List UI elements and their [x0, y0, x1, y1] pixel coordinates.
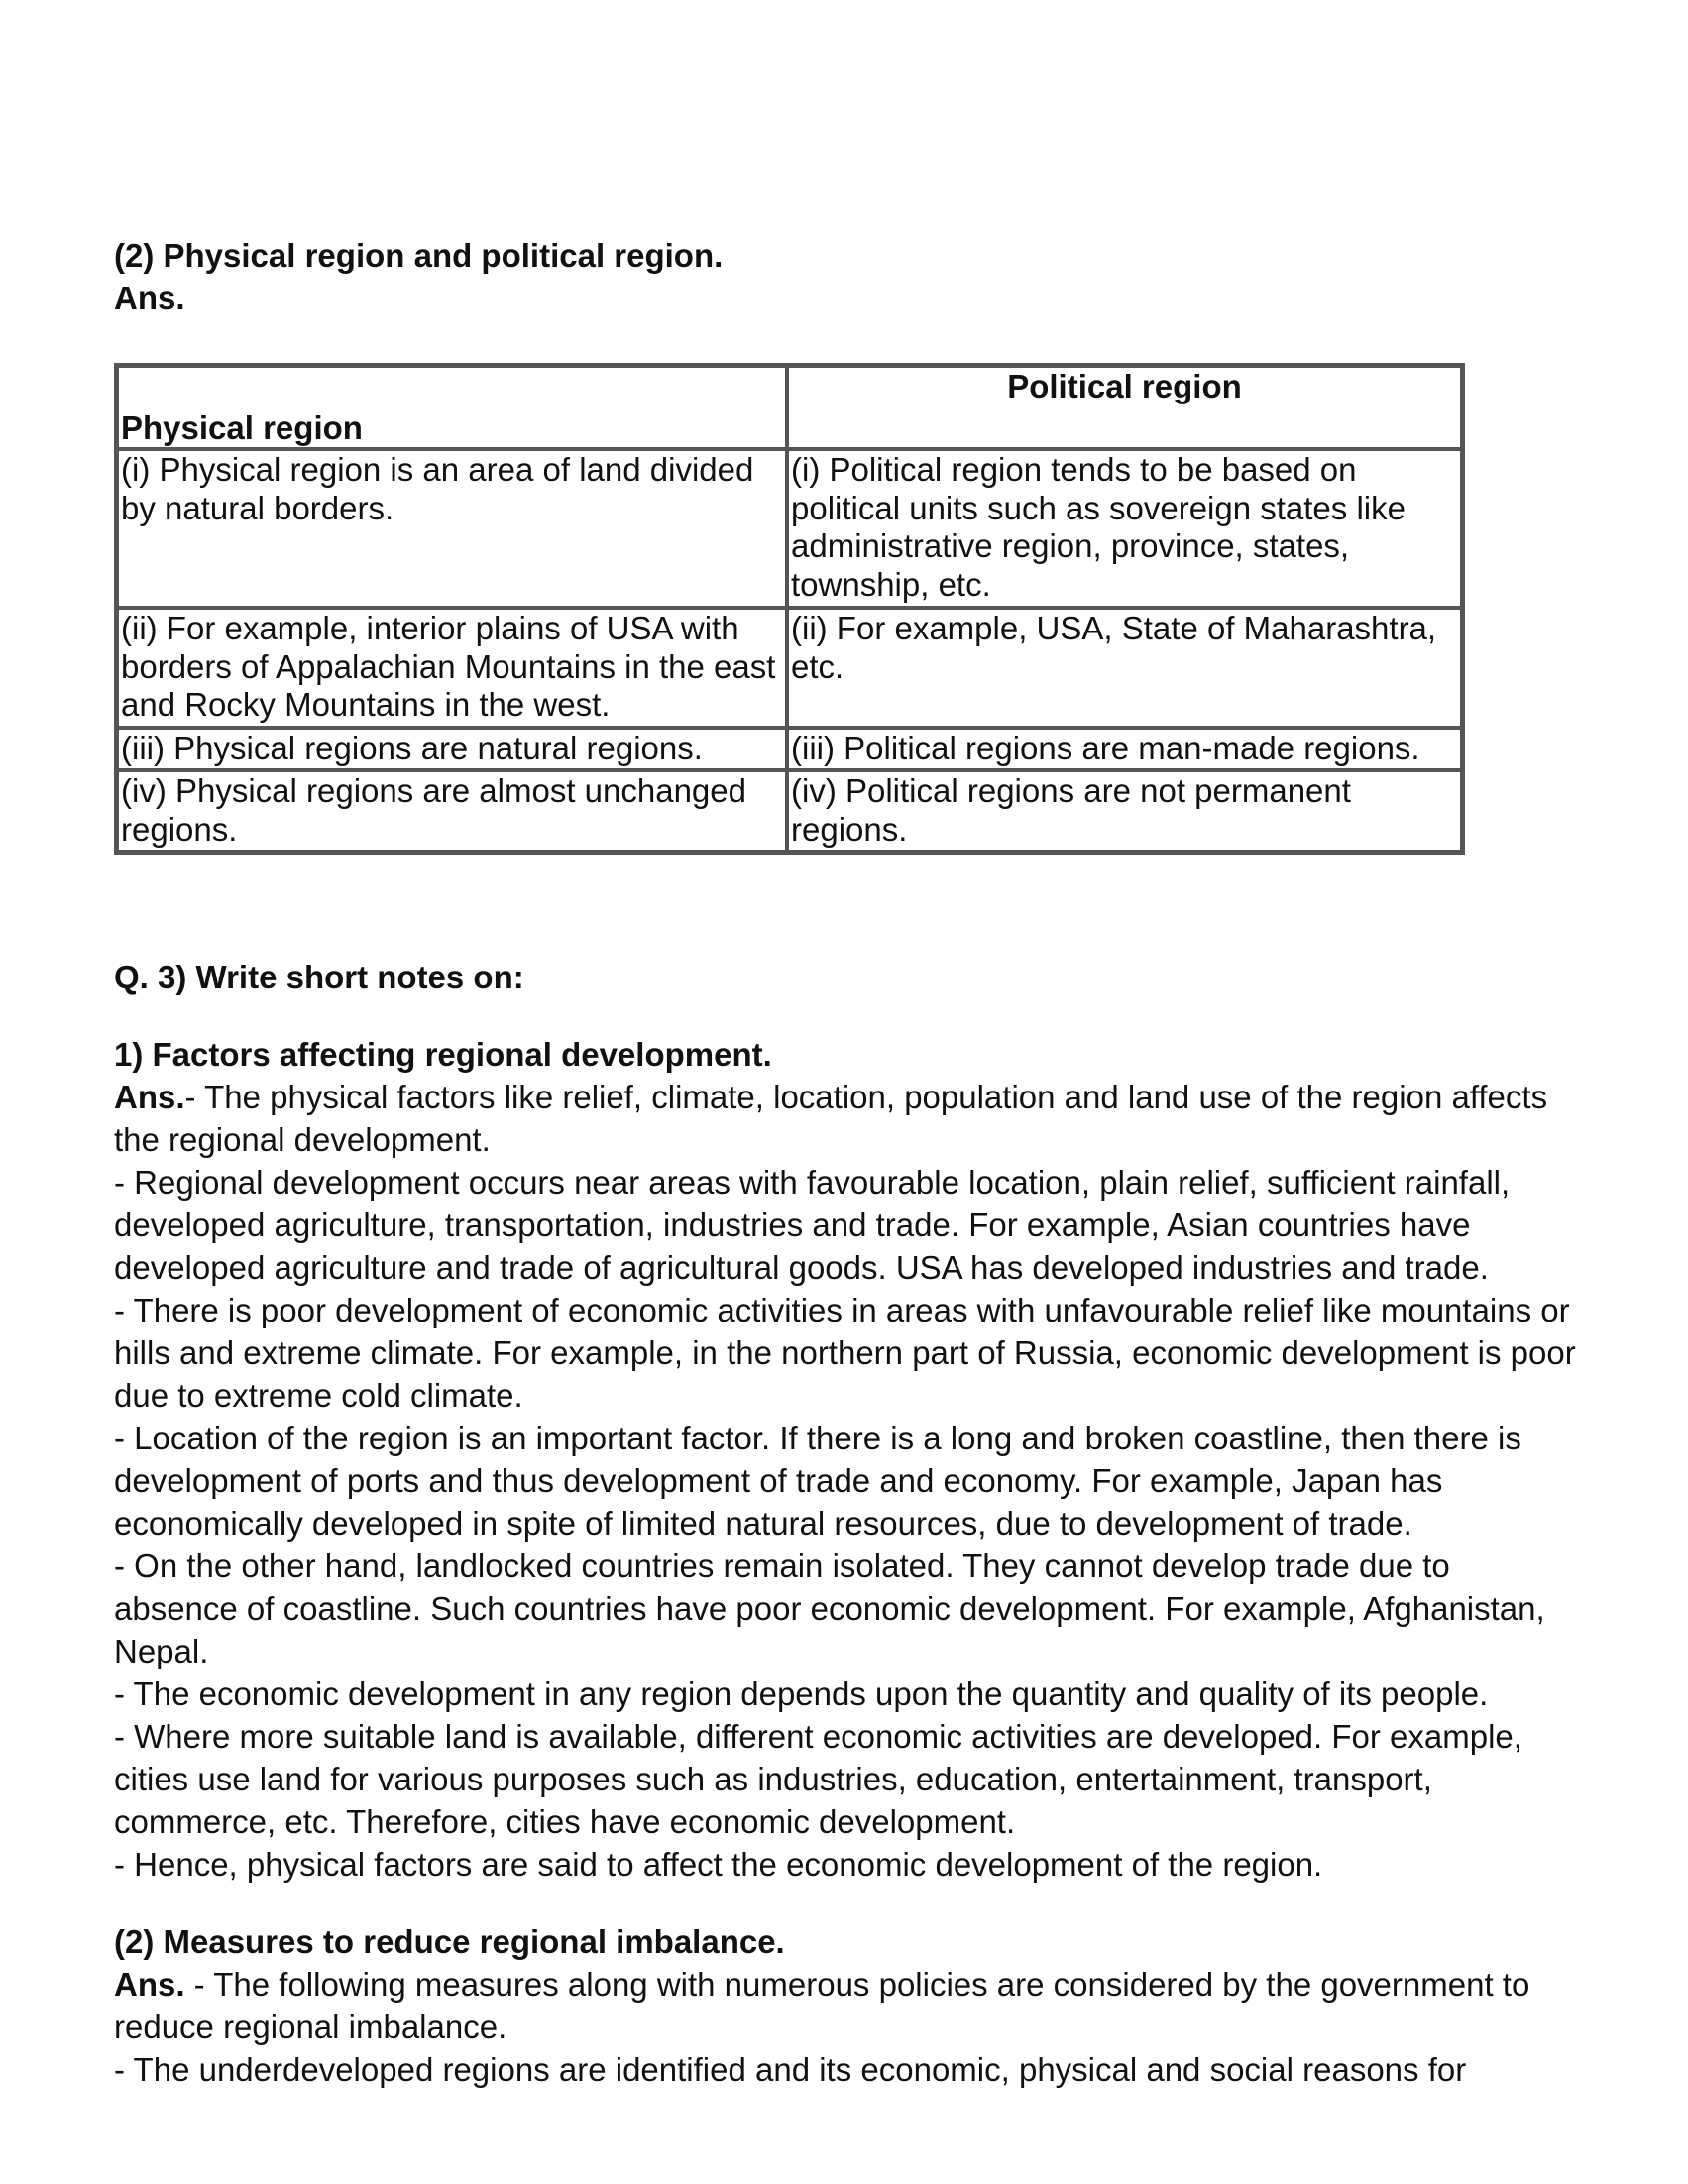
header-political-region: Political region: [787, 366, 1462, 449]
list-item: - On the other hand, landlocked countries remain isolated. They cannot develop trade due to absence of coastline. Such countries have poor economic development. For example, Afghanistan, Nepal.: [114, 1548, 1545, 1669]
answer-label: Ans.: [114, 280, 185, 316]
table-row: [117, 608, 1462, 728]
comparison-table: [114, 363, 1465, 855]
table-cell: (i) Political region tends to be based on political units such as sovereign states like administrative region, province, states, township, etc.: [787, 449, 1462, 608]
answer-label: Ans.: [114, 1079, 185, 1115]
answer-text: - The physical factors like relief, climate, location, population and land use of the region affects the regional development.: [114, 1079, 1548, 1158]
answer-label: Ans.: [114, 1966, 185, 2003]
header-physical-region: Physical region: [117, 366, 787, 449]
table-cell: (iii) Political regions are man-made regions.: [787, 728, 1462, 770]
question-3-title: Q. 3) Write short notes on:: [114, 959, 524, 995]
list-item: - Hence, physical factors are said to affect the economic development of the region.: [114, 1846, 1323, 1883]
table-header-row: [117, 366, 1462, 449]
note-2-title: (2) Measures to reduce regional imbalance.: [114, 1923, 785, 1960]
table-cell: (ii) For example, interior plains of USA with borders of Appalachian Mountains in the east and Rocky Mountains in the west.: [117, 608, 787, 728]
table-row: [117, 449, 1462, 608]
table-cell: (ii) For example, USA, State of Maharashtra, etc.: [787, 608, 1462, 728]
list-item: - Regional development occurs near areas with favourable location, plain relief, sufficient rainfall, developed agriculture, transportation, industries and trade. For example, Asian countries have developed agriculture and trade of agricultural goods. USA has developed industries and trade.: [114, 1164, 1511, 1286]
table-row: [117, 728, 1462, 770]
table-cell: (iii) Physical regions are natural regions.: [117, 728, 787, 770]
list-item: - Location of the region is an important factor. If there is a long and broken coastline, then there is development of ports and thus development of trade and economy. For example, Japan has economically developed in spite of limited natural resources, due to development of trade.: [114, 1420, 1521, 1542]
list-item: - Where more suitable land is available, different economic activities are developed. For example, cities use land for various purposes such as industries, education, entertainment, transport, commerce, etc. Therefore, cities have economic development.: [114, 1718, 1522, 1840]
table-cell: (iv) Political regions are not permanent regions.: [787, 770, 1462, 852]
table-cell: (i) Physical region is an area of land divided by natural borders.: [117, 449, 787, 608]
document-page: [114, 234, 1581, 2091]
list-item: - The economic development in any region depends upon the quantity and quality of its people.: [114, 1675, 1489, 1712]
note-1-answer: [114, 1076, 1581, 1161]
question-2-title: (2) Physical region and political region.: [114, 237, 724, 274]
note-1-title: 1) Factors affecting regional development.: [114, 1036, 772, 1073]
answer-text: - The following measures along with numerous policies are considered by the government to reduce regional imbalance.: [114, 1966, 1530, 2045]
list-item: - The underdeveloped regions are identified and its economic, physical and social reasons for: [114, 2051, 1467, 2088]
table-cell: (iv) Physical regions are almost unchanged regions.: [117, 770, 787, 852]
table-row: [117, 770, 1462, 852]
note-2-answer: [114, 1963, 1581, 2048]
list-item: - There is poor development of economic activities in areas with unfavourable relief like mountains or hills and extreme climate. For example, in the northern part of Russia, economic development is poor due to extreme cold climate.: [114, 1292, 1576, 1414]
